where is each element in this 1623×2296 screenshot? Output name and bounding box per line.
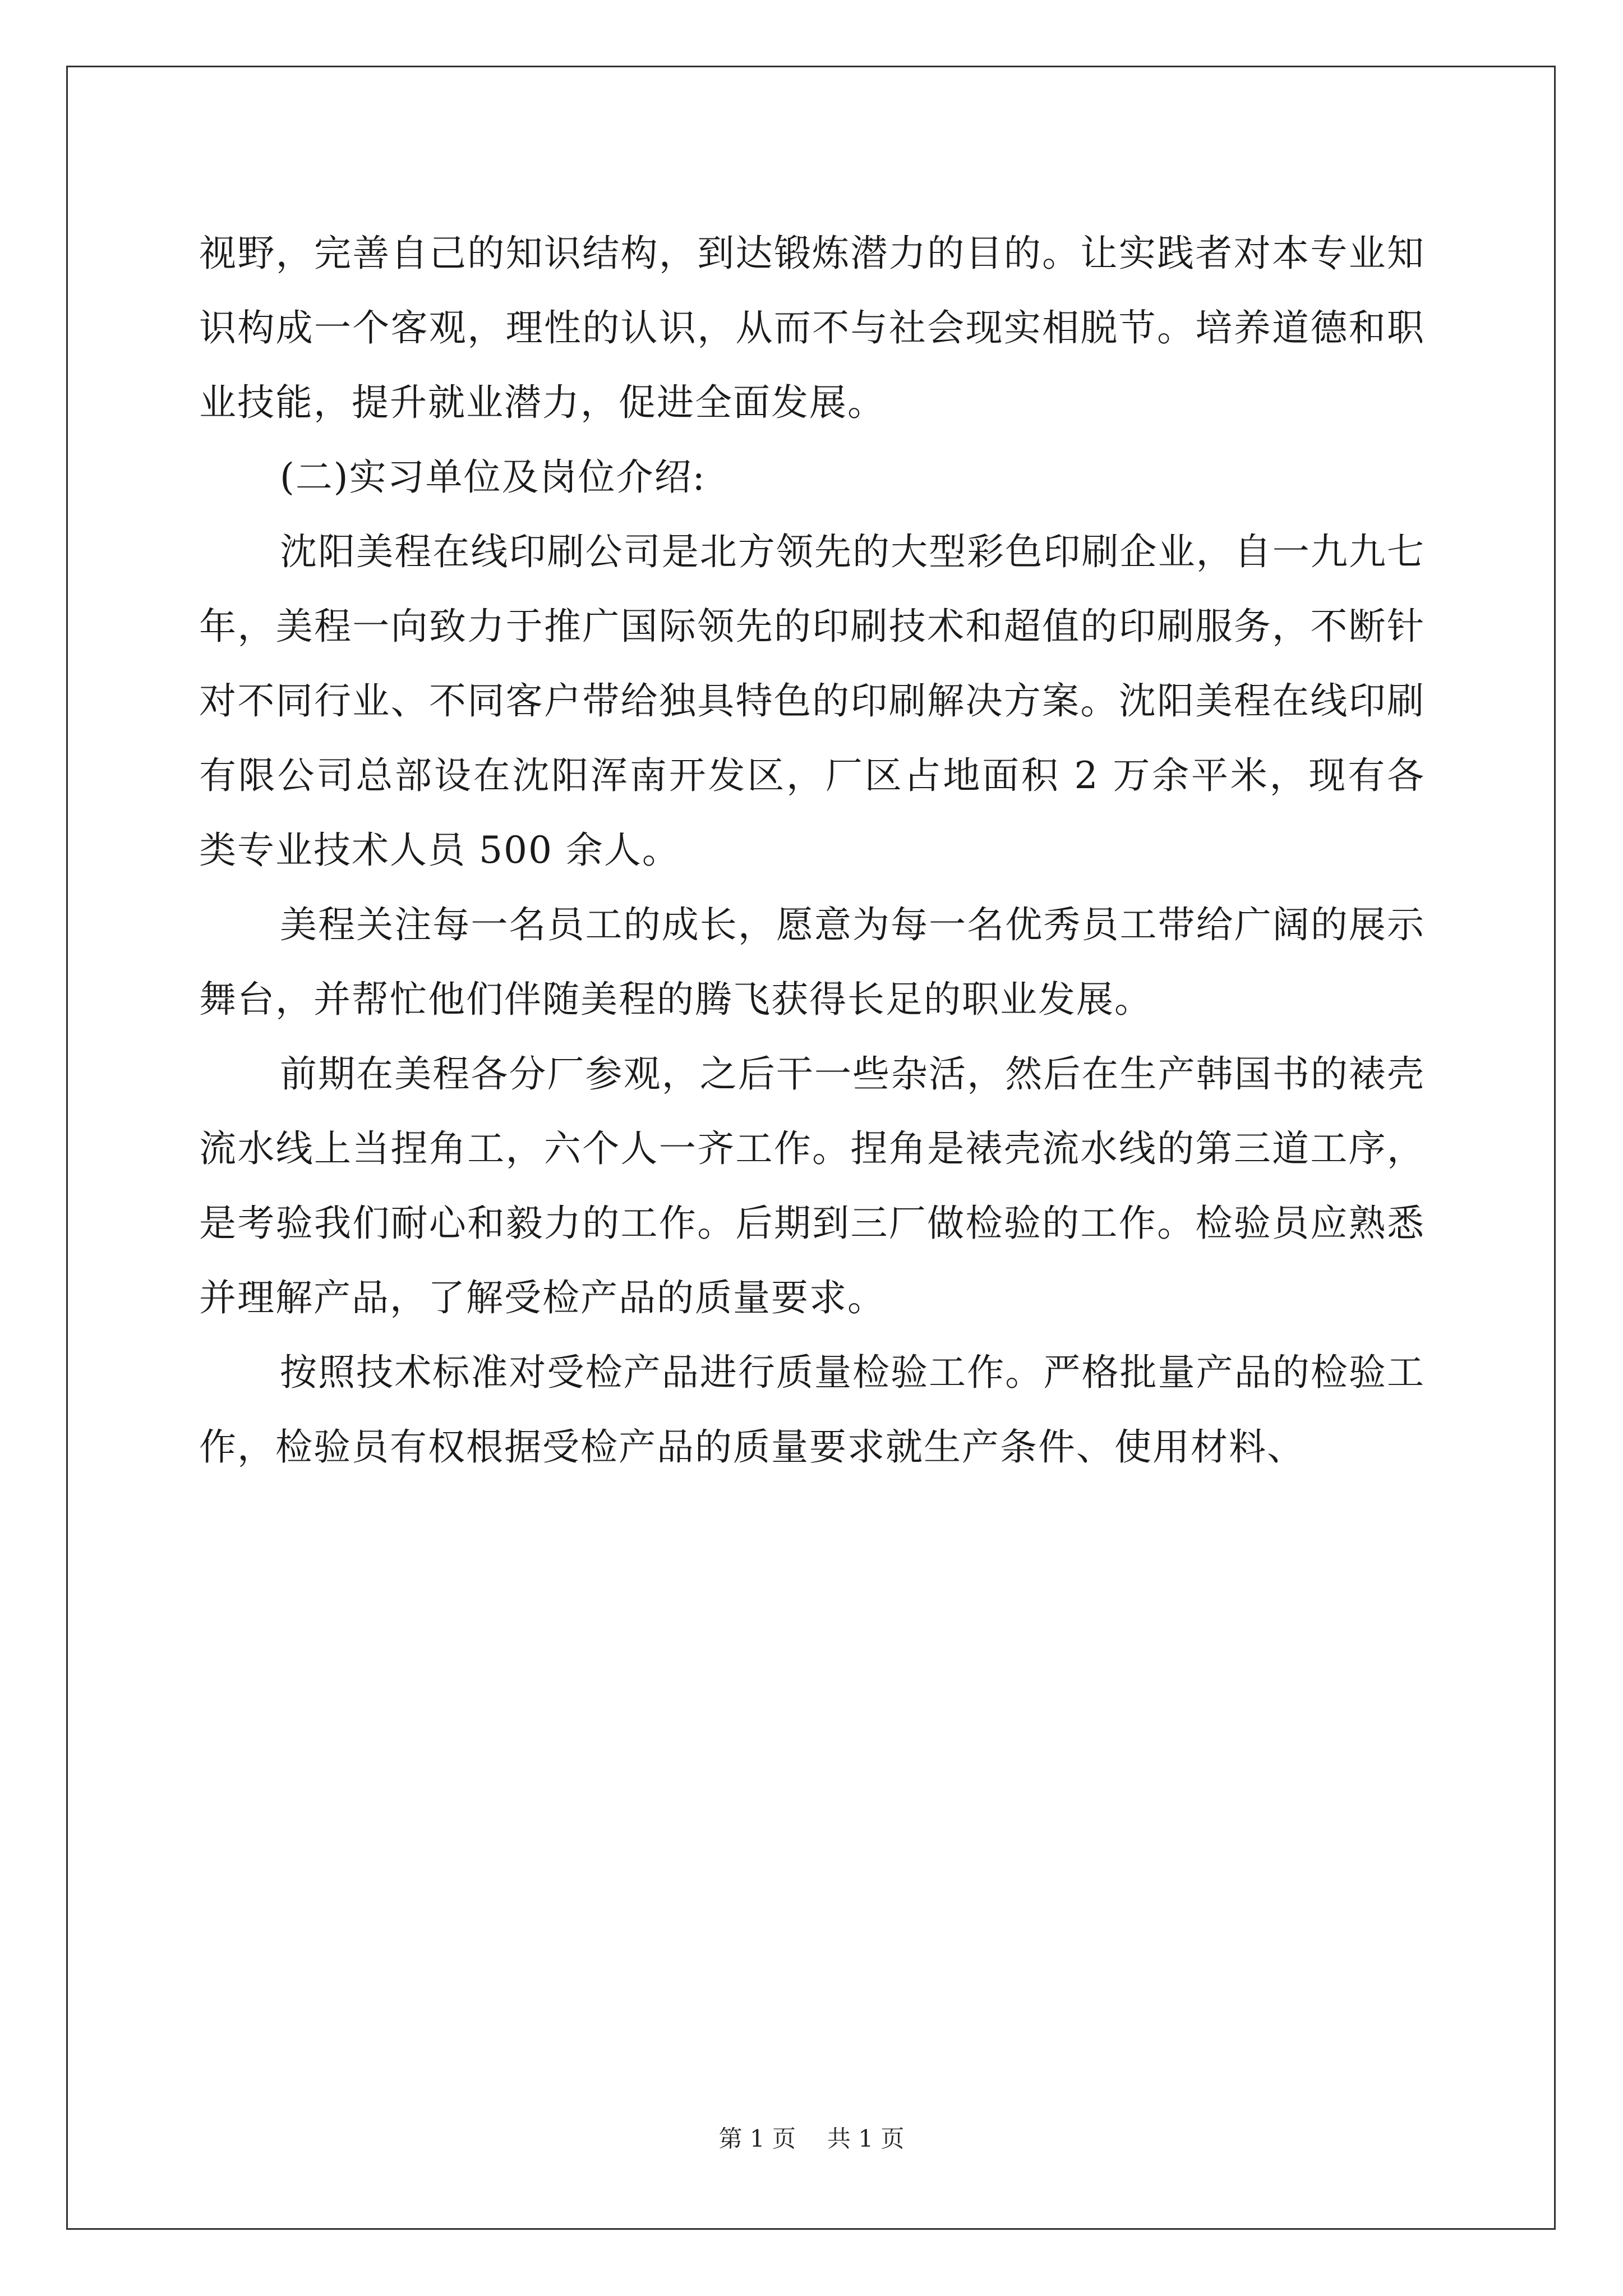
document-body: [199, 216, 1425, 1484]
paragraph-work-experience: 前期在美程各分厂参观，之后干一些杂活，然后在生产韩国书的裱壳流水线上当捏角工，六个人一齐工作。捏角是裱壳流水线的第三道工序，是考验我们耐心和毅力的工作。后期到三厂做检验的工作。检验员应熟悉并理解产品，了解受检产品的质量要求。: [199, 1052, 1425, 1319]
page-number-current: 第 1 页: [718, 2125, 796, 2152]
page-footer: [0, 2125, 1623, 2153]
paragraph-inspection-duties: 按照技术标准对受检产品进行质量检验工作。严格批量产品的检验工作，检验员有权根据受检产品的质量要求就生产条件、使用材料、: [199, 1351, 1425, 1469]
section-heading-internship-unit: (二)实习单位及岗位介绍:: [280, 455, 706, 499]
page-number-total: 共 1 页: [827, 2125, 905, 2152]
paragraph-company-intro: 沈阳美程在线印刷公司是北方领先的大型彩色印刷企业，自一九九七年，美程一向致力于推广国际领先的印刷技术和超值的印刷服务，不断针对不同行业、不同客户带给独具特色的印刷解决方案。沈阳美程在线印刷有限公司总部设在沈阳浑南开发区，厂区占地面积 2 万余平米，现有各类专业技术人员 500 余人。: [199, 530, 1425, 872]
paragraph-employee-growth: 美程关注每一名员工的成长，愿意为每一名优秀员工带给广阔的展示舞台，并帮忙他们伴随美程的腾飞获得长足的职业发展。: [199, 903, 1425, 1021]
paragraph-1: 视野，完善自己的知识结构，到达锻炼潜力的目的。让实践者对本专业知识构成一个客观，理性的认识，从而不与社会现实相脱节。培养道德和职业技能，提升就业潜力，促进全面发展。: [199, 232, 1425, 424]
